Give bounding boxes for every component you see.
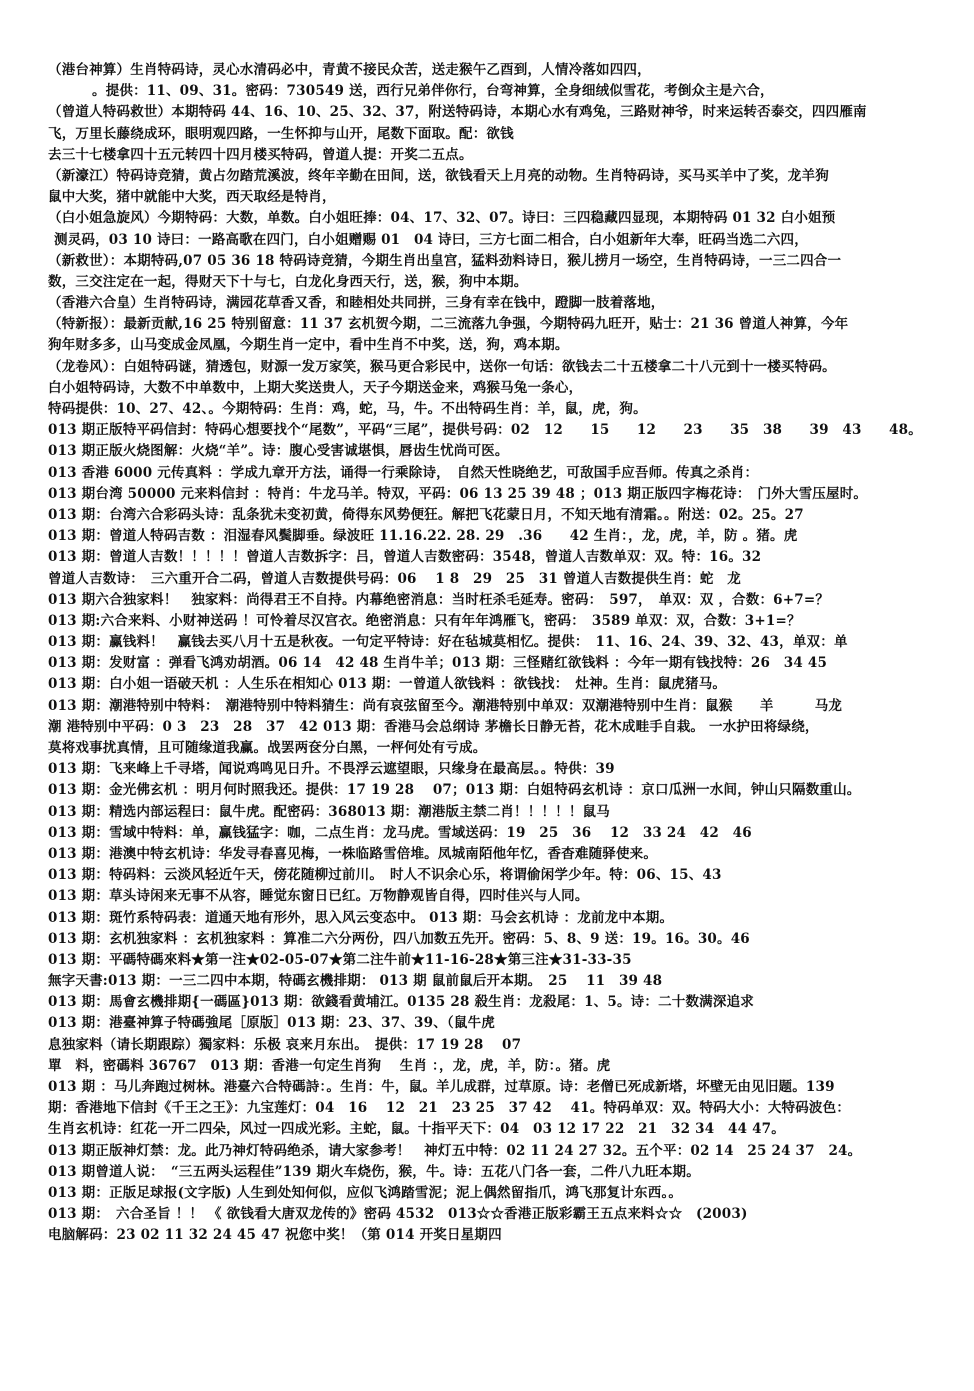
text-line: 狗年财多多，山马变成金凤凰，今期生肖一定中，看中生肖不中奖，送，狗，鸡本期。 [48,337,569,354]
text-line: 013 期正版神灯禁：龙。此乃神灯特码绝杀，请大家参考！ 神灯五中特：02 11 24 27 32。五个平：02 14 25 24 37 24。 [48,1142,862,1159]
text-line: 013 期六合独家料！ 独家料：尚得君王不自持。内幕绝密消息：当时枉杀毛延寿。密码： 597， 单双：双 ，合数：6+7=？ [48,591,830,608]
text-line: 去三十七楼拿四十五元转四十四月楼买特码，曾道人提：开奖二五点。 [48,146,473,163]
text-line: 013 期：正版足球报(文字版) 人生到处知何似，应似飞鸿踏雪泥；泥上偶然留指爪，鸿飞那复计东西。。 [48,1184,683,1201]
text-line: 013 期：台湾六合彩码头诗：乱条犹未变初黄，倚得东风势便狂。解把飞花蒙日月，不知天地有清霜。。附送：02。25。27 [48,506,804,523]
text-line: （港台神算）生肖特码诗，灵心水清码必中，青黄不接民众苦，送走猴午乙酉到，人情冷落如四四， [48,62,651,78]
text-line: 测灵码，03 10 诗曰：一路高歌在四门，白小姐赠赐 01 04 诗曰，三方七面二相合，白小姐新年大奉，旺码当选二六四， [54,231,808,248]
text-line: 。提供：11、09、31。密码：730549 送，西行兄弟伴你行，台弯神算，全身细绒似雪花，考倒众主是六合， [92,83,774,100]
text-line: 数，三交注定在一起，得财天下十与七，白龙化身西天行，送，猴，狗中本期。 [48,273,528,290]
text-line: 飞，万里长藤绕成环，眼明观四路，一生怀抑与山开，尾数下面取。配：欲钱 [48,125,514,142]
text-line: 潮 港特别中平码：0 3 23 28 37 42 013 期：香港马会总纲诗 茅檐长日静无苔，花木成畦手自栽。 一水护田将绿绕， [48,718,819,735]
text-line [48,1268,948,1289]
text-line: 013 期：特码料：云淡风轻近午天，傍花随柳过前川。 时人不识余心乐，将谓偷闲学少年。特：06、15、43 [48,867,722,884]
text-line: 鼠中大奖，猪中就能中大奖，西天取经是特肖， [48,189,336,206]
text-line: （香港六合皇）生肖特码诗，满园花草香又香，和睦相处共同拼，三身有幸在钱中，蹬脚一肢着落地， [48,295,665,312]
text-line: 013 期正版特平码信封：特码心想要找个“尾数”，平码“三尾”，提供号码：02 12 15 12 23 35 38 39 43 48。 [48,422,922,439]
document-body [48,60,948,1289]
text-line: 013 期：赢钱料！ 赢钱去买八月十五是秋夜。一句定平特诗：好在毡城莫相忆。提供： 11、16、24、39、32、43，单双：单 [48,634,848,651]
text-line: （新救世）：本期特码,07 05 36 18 特码诗竞猜，今期生肖出皇宫，猛料劲料诗日，猴儿捞月一场空，生肖特码诗，一三二四合一 [48,252,842,269]
text-line: 息独家料（请长期跟踪）獨家料：乐极 哀来月东出。 提供：17 19 28 07 [48,1036,522,1053]
text-line: 013 期：发财富 ：弹看飞鸿劝胡酒。06 14 42 48 生肖牛羊；013 期：三怪赌红欲钱料 ：今年一期有钱找特：26 34 45 [48,655,828,672]
text-line: 013 期： 六合圣旨 ！！ 《 欲钱看大唐双龙传的》密码 4532 013☆☆香港正版彩霸王五点来料☆☆ (2003) [48,1206,748,1223]
text-line: 013 期：港澳中特玄机诗：华发寻春喜见梅，一株临路雪倍堆。凤城南陌他年忆，香杳难随驿使来。 [48,845,658,862]
text-line: 013 期：港臺神算子特碼強尾［原版］013 期：23、37、39、（鼠牛虎 [48,1015,495,1032]
text-line: 期：香港地下信封《千王之王》：九宝莲灯：04 16 12 21 23 25 37 42 41。特码单双：双。特码大小：大特码波色： [48,1100,851,1117]
text-line: 曾道人吉数诗： 三六重开合二码，曾道人吉数提供号码：06 1 8 29 25 31 曾道人吉数提供生肖：蛇 龙 [48,570,741,587]
text-line: （白小姐急旋风）今期特码：大数，单数。白小姐旺捧：04、17、32、07。诗曰：三四稳藏四显现，本期特码 01 32 白小姐预 [48,210,836,227]
text-line: 無字天書:013 期：一三二四中本期，特碼玄機排期： 013 期 鼠前鼠后开本期。 25 11 39 48 [48,973,663,990]
text-line: 013 期：雪域中特料：单，赢钱猛字：咖，二点生肖：龙马虎。雪域送码：19 25 36 12 33 24 42 46 [48,824,752,841]
text-line: 013 期：金光佛玄机 ：明月何时照我还。提供：17 19 28 07；013 期：白姐特码玄机诗 ：京口瓜洲一水间，钟山只隔数重山。 [48,782,861,799]
text-line: 013 香港 6000 元传真料 ：学成九章开方法，诵得一行乘除诗， 自然天性晓绝艺，可敌国手应吾师。传真之杀肖： [48,464,759,481]
text-line: 013 期 ：马儿奔跑过树林。港臺六合特碼詩：。生肖：牛，鼠。羊儿成群，过草原。诗：老僧已死成新塔，坏壁无由见旧题。139 [48,1079,835,1095]
text-line: 單 料，密碼料 36767 013 期：香港一句定生肖狗 生肖 ：，龙，虎，羊，防：。猪。虎 [48,1057,611,1074]
text-line: 白小姐特码诗，大数不中单数中，上期大奖送贵人，天子今期送金来，鸡猴马兔一条心， [48,379,583,396]
text-line: 013 期：飞来峰上千寻塔，闻说鸡鸣见日升。不畏浮云遮望眼，只缘身在最高层。。特供：39 [48,761,615,778]
text-line: 013 期台湾 50000 元来料信封 ：特肖：牛龙马羊。特双，平码：06 13 25 39 48 ；013 期正版四字梅花诗： 门外大雪压屋时。 [48,485,868,502]
text-line: 013 期：玄机独家料 ：玄机独家料 ：算准二六分两份，四八加数五先开。密码：5、8、9 送：19。16。30。46 [48,930,750,947]
text-line: （新濠江）特码诗竞猜，黄占勿踏荒溪波，终年辛勤在田间，送，欲钱看天上月亮的动物。生肖特码诗，买马买羊中了奖，龙羊狗 [48,167,829,184]
text-line: （龙卷风）：白姐特码谜，猜透包，财源一发万家笑，猴马更合彩民中，送你一句话：欲钱去二十五楼拿二十八元到十一楼买特码。 [48,358,836,375]
text-line: 013 期曾道人说： “三五两头运程佳”139 期火车烧伤，猴，牛。诗：五花八门各一套，二件八九旺本期。 [48,1163,700,1180]
text-line [48,1247,948,1268]
text-line: 013 期：平碼特碼來料★第一注★02-05-07★第二注牛前★11-16-28★第三注★31-33-35 [48,951,632,968]
text-line: （特新报）：最新贡献,16 25 特别留意：11 37 玄机贺今期，二三流落九争强，今期特码九旺开，贴士：21 36 曾道人神算，今年 [48,316,849,333]
text-line: 生肖玄机诗：红花一开二四朵，风过一四成光彩。主蛇，鼠。十指平天下：04 03 12 17 22 21 32 34 44 47。 [48,1121,785,1138]
text-line: 013 期：草头诗闲来无事不从容，睡觉东窗日已红。万物静观皆自得，四时佳兴与人同。 [48,888,589,905]
text-line: 电脑解码：23 02 11 32 24 45 47 祝您中奖！（第 014 开奖日星期四 [48,1227,502,1244]
text-line: 013 期：馬會玄機排期{一碼區}013 期：欲錢看黄埔江。0135 28 殺生肖：龙殺尾：1、5。诗：二十数满深追求 [48,994,754,1011]
text-line: 013 期：白小姐一语破天机 ：人生乐在相知心 013 期：一曾道人欲钱料 ：欲钱找： 灶神。生肖：鼠虎猪马。 [48,676,727,693]
text-line: 013 期：潮港特别中特料： 潮港特别中特料猜生：尚有哀弦留至今。潮港特别中单双：双潮港特别中生肖：鼠猴 羊 马龙 [48,697,843,714]
text-line: 013 期：精选内部运程曰：鼠牛虎。配密码：368013 期：潮港版主禁二肖！！！！！鼠马 [48,803,610,820]
text-line: 013 期正版火烧图解：火烧“羊”。诗：腹心受害诚堪惧，唇齿生忧尚可医。 [48,443,509,460]
text-line: 013 期：曾道人特码吉数 ：泪湿春风鬓脚垂。绿波旺 11.16.22. 28. 29 .36 42 生肖：，龙，虎，羊，防 。猪。虎 [48,528,798,545]
text-line: 013 期：斑竹系特码表：道通天地有形外，思入风云变态中。 013 期：马会玄机诗 ：龙前龙中本期。 [48,909,674,926]
text-line: 013 期:六合来料、小财神送码 ！可怜着尽汉宫衣。绝密消息：只有年年鸿雁飞，密码： 3589 单双：双，合数：3+1=？ [48,612,801,629]
text-line: 莫将戏事扰真情，且可随缘道我赢。战罢两奁分白黑，一枰何处有亏成。 [48,740,487,756]
text-line: （曾道人特码救世）本期特码 44、16、10、25、32、37，附送特码诗，本期心水有鸡兔，三路财神爷，时来运转否泰交，四四雁南 [48,104,867,121]
text-line: 特码提供：10、27、42、。今期特码：生肖：鸡，蛇，马，牛。不出特码生肖：羊，鼠，虎，狗。 [48,401,647,417]
text-line: 013 期：曾道人吉数！！！！！曾道人吉数拆字：吕，曾道人吉数密码：3548，曾道人吉数单双：双。特：16。32 [48,549,762,566]
